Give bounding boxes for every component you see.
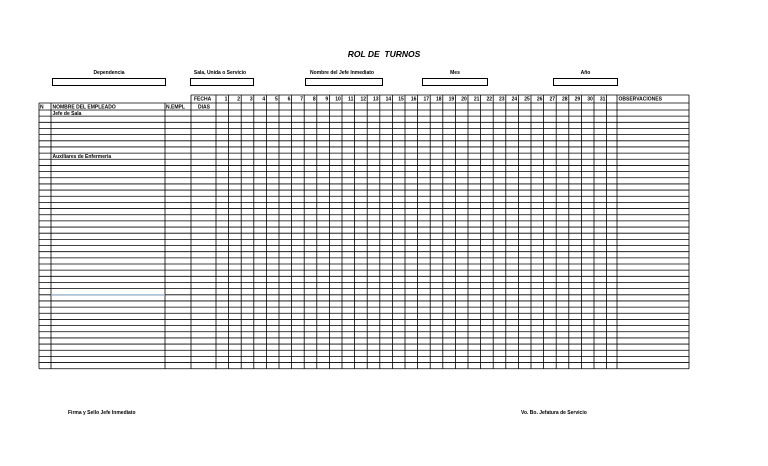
day-number-2: 2 bbox=[237, 96, 240, 103]
day-number-22: 22 bbox=[486, 96, 492, 103]
day-number-7: 7 bbox=[300, 96, 303, 103]
day-number-8: 8 bbox=[312, 96, 316, 103]
day-number-15: 15 bbox=[398, 96, 404, 103]
day-number-23: 23 bbox=[499, 96, 505, 103]
observaciones-header: OBSERVACIONES bbox=[618, 96, 662, 103]
day-number-18: 18 bbox=[436, 96, 442, 103]
signature-jefatura-label: Vo. Bo. Jefatura de Servicio bbox=[521, 410, 587, 416]
day-number-9: 9 bbox=[325, 96, 329, 103]
page-title: ROL DE TURNOS bbox=[347, 49, 421, 59]
day-number-21: 21 bbox=[473, 96, 480, 103]
sala-label: Sala, Unida o Servicio bbox=[193, 70, 247, 76]
mes-label: Mes bbox=[450, 70, 460, 76]
day-number-5: 5 bbox=[275, 96, 278, 103]
jefe-label: Nombre del Jefe Inmediato bbox=[310, 70, 374, 76]
day-number-17: 17 bbox=[423, 96, 429, 103]
day-number-10: 10 bbox=[335, 96, 341, 103]
day-number-26: 26 bbox=[536, 96, 543, 103]
day-number-16: 16 bbox=[410, 96, 417, 103]
day-number-13: 13 bbox=[373, 96, 379, 103]
anio-label: Año bbox=[580, 70, 591, 76]
day-number-30: 30 bbox=[587, 96, 593, 103]
day-number-14: 14 bbox=[385, 96, 392, 103]
day-number-20: 20 bbox=[461, 96, 467, 103]
day-number-4: 4 bbox=[262, 96, 266, 103]
day-number-1: 1 bbox=[224, 96, 228, 103]
day-number-3: 3 bbox=[249, 96, 253, 103]
day-number-25: 25 bbox=[524, 96, 530, 103]
nombre-header: NOMBRE DEL EMPLEADO bbox=[52, 104, 116, 111]
signature-jefe-label: Firma y Sello Jefe Inmediato bbox=[68, 410, 136, 416]
day-number-24: 24 bbox=[511, 96, 518, 103]
dias-label: DIAS bbox=[198, 104, 210, 111]
day-number-29: 29 bbox=[574, 96, 581, 103]
nempl-header: N.EMPL bbox=[166, 104, 185, 111]
n-header: N bbox=[40, 104, 44, 111]
day-number-19: 19 bbox=[448, 96, 455, 103]
day-number-28: 28 bbox=[562, 96, 568, 103]
dependencia-label: Dependencia bbox=[93, 70, 125, 76]
day-number-12: 12 bbox=[360, 96, 366, 103]
day-number-11: 11 bbox=[348, 96, 354, 103]
day-number-6: 6 bbox=[287, 96, 291, 103]
section-label: Auxiliares de Enfermeria bbox=[52, 154, 112, 161]
day-number-27: 27 bbox=[549, 96, 555, 103]
fecha-label: FECHA bbox=[194, 96, 212, 103]
section-label: Jefe de Sala bbox=[52, 111, 82, 117]
day-number-31: 31 bbox=[599, 96, 606, 103]
